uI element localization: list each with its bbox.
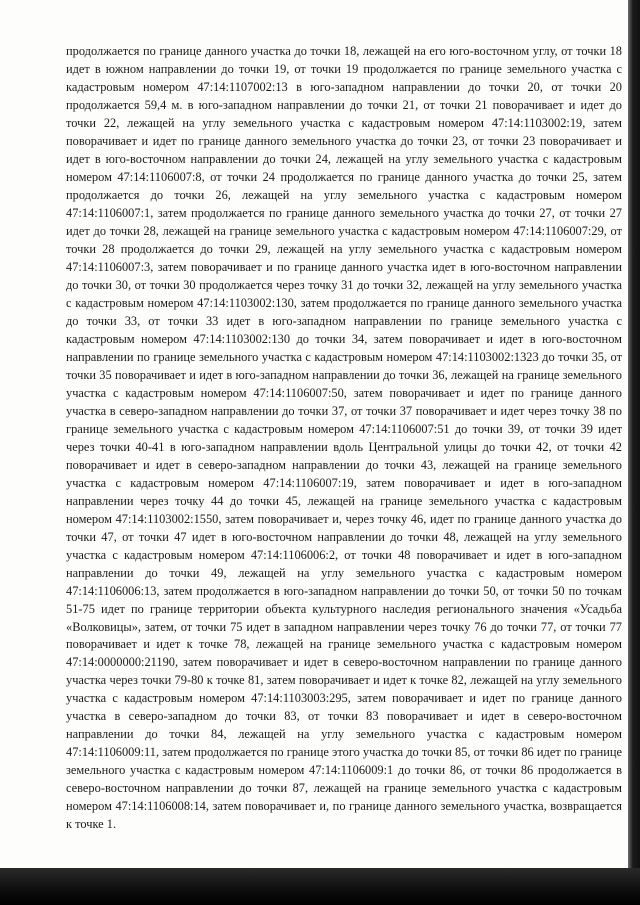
scan-edge-bottom <box>0 868 640 905</box>
boundary-description-paragraph: продолжается по границе данного участка до точки 18, лежащей на его юго-восточном углу, от точки 18 идет в южном направлении до точки 19, от точки 19 продолжается по границе земельного участка с кадастровым номером 47:14:1107002:13 в юго-западном направлении до точки 20, от точки 20 продолжается 59,4 м. в юго-западном направлении до точки 21, от точки 21 поворачивает и идет до точки 22, лежащей на углу земельного участка с кадастровым номером 47:14:1103002:19, затем поворачивает и идет по границе данного земельного участка до точки 23, от точки 23 поворачивает и идет в юго-восточном направлении до точки 24, лежащей на углу земельного участка с кадастровым номером 47:14:1106007:8, от точки 24 продолжается по границе данного участка до точки 25, затем продолжается до точки 26, лежащей на углу земельного участка с кадастровым номером 47:14:1106007:1, затем продолжается по границе данного земельного участка до точки 27, от точки 27 идет до точки 28, лежащей на границе земельного участка с кадастровым номером 47:14:1106007:29, от точки 28 продолжается до точки 29, лежащей на углу земельного участка с кадастровым номером 47:14:1106007:3, затем поворачивает и по границе данного участка идет в юго-восточном направлении до точки 30, от точки 30 продолжается через точку 31 до точки 32, лежащей на углу земельного участка с кадастровым номером 47:14:1103002:130, затем продолжается по границе данного земельного участка до точки 33, от точки 33 идет в юго-западном направлении по границе земельного участка с кадастровым номером 47:14:1103002:130 до точки 34, затем поворачивает и идет в юго-восточном направлении по границе земельного участка с кадастровым номером 47:14:1103002:1323 до точки 35, от точки 35 поворачивает и идет в юго-западном направлении до точки 36, лежащей на границе земельного участка с кадастровым номером 47:14:1106007:50, затем поворачивает и идет по границе данного участка в северо-западном направлении до точки 37, от точки 37 поворачивает и идет через точку 38 по границе земельного участка с кадастровым номером 47:14:1106007:51 до точки 39, от точки 39 идет через точки 40-41 в юго-западном направлении вдоль Центральной улицы до точки 42, от точки 42 поворачивает и идет в северо-западном направлении до точки 43, лежащей на границе земельного участка с кадастровым номером 47:14:1106007:19, затем поворачивает и идет в юго-западном направлении через точку 44 до точки 45, лежащей на границе земельного участка с кадастровым номером 47:14:1103002:1550, затем поворачивает и, через точку 46, идет по границе данного участка до точки 47, от точки 47 идет в юго-восточном направлении до точки 48, лежащей на углу земельного участка с кадастровым номером 47:14:1106006:2, от точки 48 поворачивает и идет в юго-западном направлении до точки 49, лежащей на углу земельного участка с кадастровым номером 47:14:1106006:13, затем продолжается в юго-западном направлении до точки 50, от точки 50 по точкам 51-75 идет по границе территории объекта культурного наследия регионального значения «Усадьба «Волковицы», затем, от точки 75 идет в западном направлении через точку 76 до точки 77, от точки 77 поворачивает и идет к точке 78, лежащей на границе земельного участка с кадастровым номером 47:14:0000000:21190, затем поворачивает и идет в северо-восточном направлении по границе данного участка через точки 79-80 к точке 81, затем поворачивает и идет к точке 82, лежащей на углу земельного участка с кадастровым номером 47:14:1103003:295, затем поворачивает и идет по границе данного участка в северо-западном до точки 83, от точки 83 поворачивает и идет в северо-восточном направлении до точки 84, лежащей на углу земельного участка с кадастровым номером 47:14:1106009:11, затем продолжается по границе этого участка до точки 85, от точки 86 идет по границе земельного участка с кадастровым номером 47:14:1106009:1 до точки 86, от точки 86 продолжается в северо-восточном направлении до точки 87, лежащей на границе земельного участка с кадастровым номером 47:14:1106008:14, затем поворачивает и, по границе данного земельного участка, возвращается к точке 1. <box>66 44 622 832</box>
scan-edge-right <box>628 0 640 905</box>
